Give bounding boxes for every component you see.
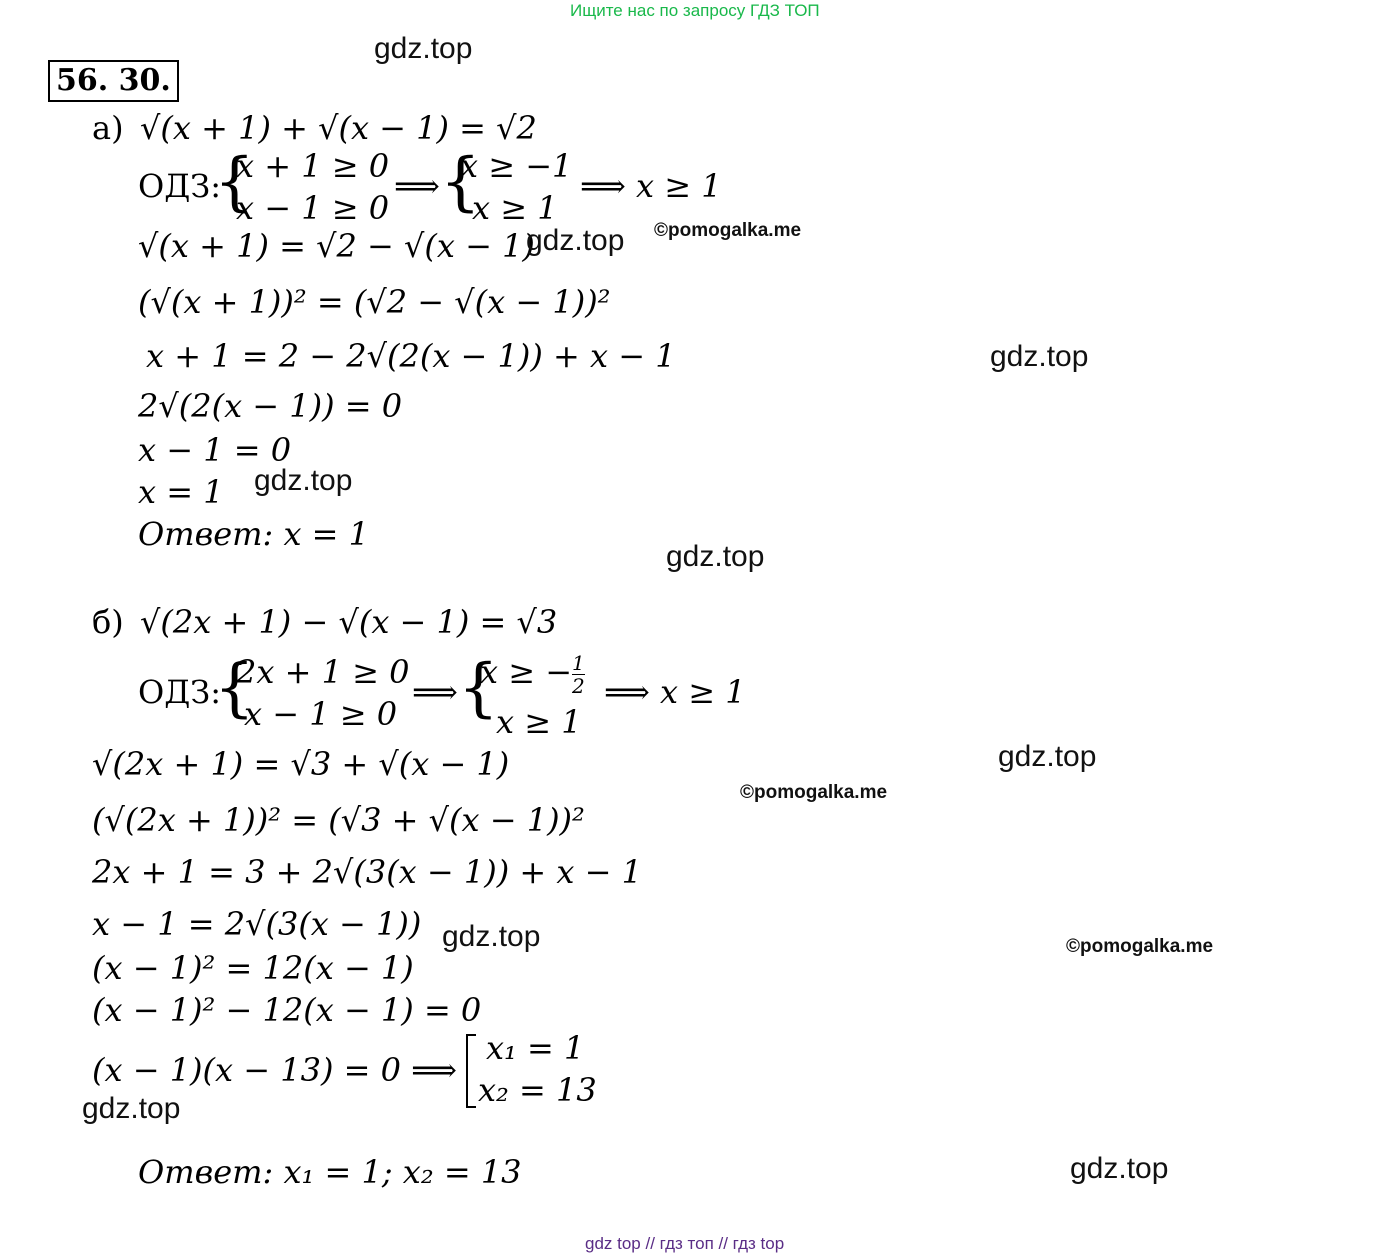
watermark-pomogalka: ©pomogalka.me [654,220,802,241]
watermark-gdz: gdz.top [998,740,1097,773]
fraction-denominator: 2 [572,674,585,698]
part-b-step-1: √(2x + 1) = √3 + √(x − 1) [92,745,510,783]
part-b-step-5: (x − 1)² = 12(x − 1) [92,949,414,987]
watermark-gdz: gdz.top [666,540,765,573]
part-a-equation: √(x + 1) + √(x − 1) = √2 [140,109,537,147]
watermark-gdz: gdz.top [442,920,541,953]
part-b-odz2-line-2: x ≥ 1 [496,703,582,741]
part-b-root-2: x₂ = 13 [478,1071,597,1109]
part-a-answer-value: : x = 1 [262,515,369,553]
part-a-odz2-line-2: x ≥ 1 [472,189,558,227]
part-a-implies: ⟹ [394,167,440,205]
part-b-factor: (x − 1)(x − 13) = 0 ⟹ [92,1051,457,1089]
part-a-step-1: √(x + 1) = √2 − √(x − 1) [138,227,535,265]
part-a-label: а) [92,109,124,147]
watermark-gdz: gdz.top [374,32,473,65]
part-b-root-1: x₁ = 1 [486,1029,585,1067]
part-b-odz2-line-1 [480,652,585,697]
part-b-answer-value: : x₁ = 1; x₂ = 13 [262,1153,522,1191]
part-a-brace-2: { [440,145,481,219]
watermark-pomogalka: ©pomogalka.me [1066,936,1214,957]
part-b-step-2: (√(2x + 1))² = (√3 + √(x − 1))² [92,801,585,839]
part-a-step-5: x − 1 = 0 [138,431,292,469]
part-a-odz2-line-1: x ≥ −1 [460,147,573,185]
part-b-step-4: x − 1 = 2√(3(x − 1)) [92,905,422,943]
watermark-pomogalka: ©pomogalka.me [740,782,888,803]
part-b-step-3: 2x + 1 = 3 + 2√(3(x − 1)) + x − 1 [92,853,642,891]
watermark-gdz: gdz.top [254,464,353,497]
part-b-odz-result: ⟹ x ≥ 1 [604,673,746,711]
part-a-brace-1: { [214,145,255,219]
part-b-implies: ⟹ [412,673,458,711]
part-b-roots-bracket [466,1034,476,1108]
part-a-step-4: 2√(2(x − 1)) = 0 [138,387,403,425]
problem-number: 56. 30. [48,60,179,102]
part-b-label: б) [92,603,124,641]
part-b-brace-1: { [214,651,255,725]
part-a-odz-line-1: x + 1 ≥ 0 [236,147,390,185]
part-b-brace-2: { [458,651,499,725]
part-b-odz2-top: x ≥ − [480,653,573,691]
watermark-gdz: gdz.top [526,224,625,257]
part-a-odz-line-2: x − 1 ≥ 0 [236,189,390,227]
search-hint-banner: Ищите нас по запросу ГДЗ ТОП [570,1,820,20]
footer-links[interactable]: gdz top // гдз топ // гдз top [585,1234,785,1253]
watermark-gdz: gdz.top [990,340,1089,373]
part-a-step-6: x = 1 [138,473,224,511]
part-b-answer [138,1152,522,1192]
part-a-answer-label: Ответ [138,515,263,553]
watermark-gdz: gdz.top [82,1092,181,1125]
part-b-odz-line-1: 2x + 1 ≥ 0 [236,653,410,691]
part-b-step-6: (x − 1)² − 12(x − 1) = 0 [92,991,482,1029]
part-a-step-3: x + 1 = 2 − 2√(2(x − 1)) + x − 1 [146,337,676,375]
part-b-odz-label: ОДЗ: [138,673,221,711]
part-a-answer [138,514,369,554]
part-b-half-fraction [572,652,585,697]
part-b-answer-label: Ответ [138,1153,263,1191]
part-b-odz-line-2: x − 1 ≥ 0 [244,695,398,733]
part-a-step-2: (√(x + 1))² = (√2 − √(x − 1))² [138,283,611,321]
fraction-numerator: 1 [572,651,585,675]
part-a-odz-result: ⟹ x ≥ 1 [580,167,722,205]
watermark-gdz: gdz.top [1070,1152,1169,1185]
part-b-equation: √(2x + 1) − √(x − 1) = √3 [140,603,558,641]
part-a-odz-label: ОДЗ: [138,167,221,205]
